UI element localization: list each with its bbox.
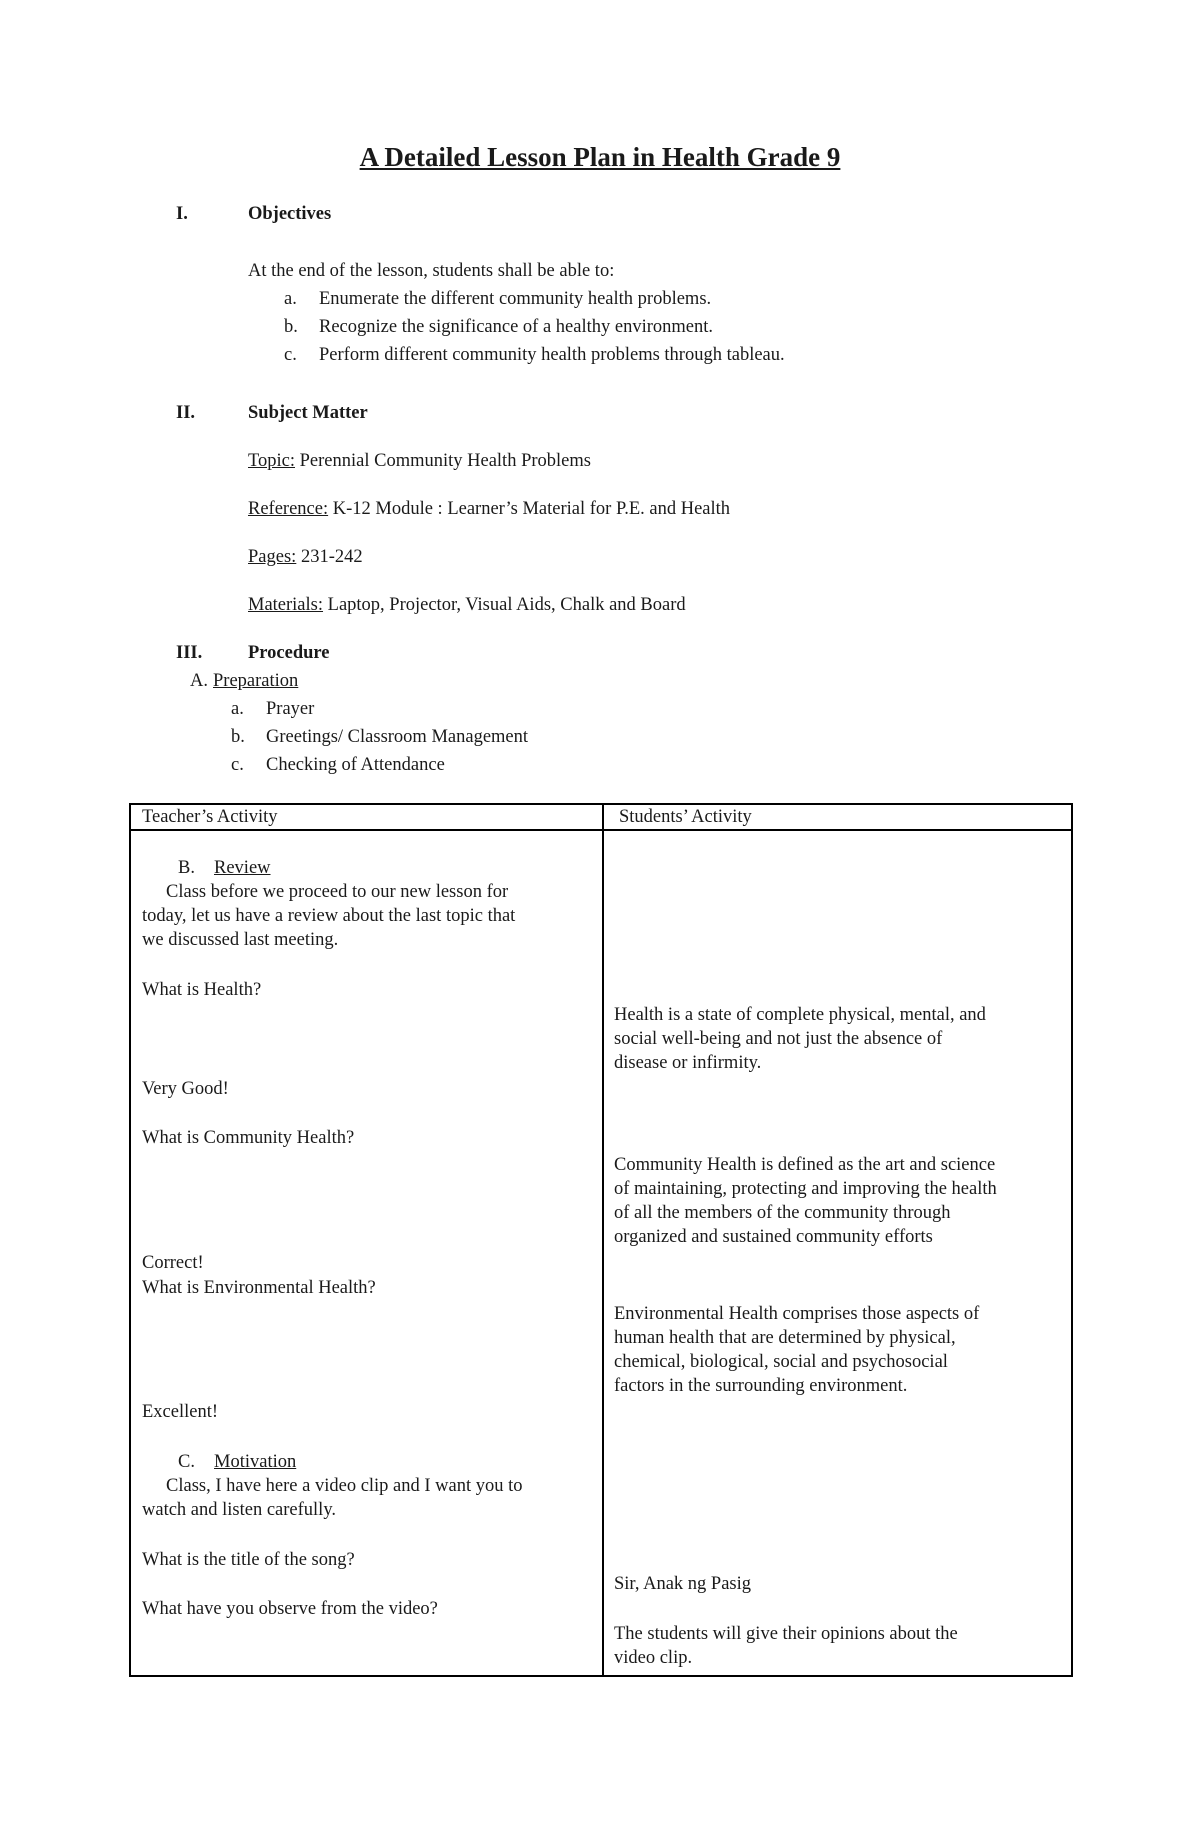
question-song-title: What is the title of the song?: [142, 1550, 355, 1570]
page-title: A Detailed Lesson Plan in Health Grade 9: [359, 142, 841, 172]
motivation-marker: C.: [178, 1452, 195, 1472]
topic-value: Perennial Community Health Problems: [299, 451, 591, 471]
objectives-numeral: I.: [176, 204, 188, 224]
review-label: Review: [214, 858, 271, 878]
motivation-intro-line-2: watch and listen carefully.: [142, 1500, 336, 1520]
teacher-activity-header: Teacher’s Activity: [142, 807, 278, 827]
answer-environmental-line-4: factors in the surrounding environment.: [614, 1376, 908, 1396]
answer-health-line-1: Health is a state of complete physical, mental, and: [614, 1005, 986, 1025]
prep-b-text: Greetings/ Classroom Management: [266, 727, 529, 747]
materials-value: Laptop, Projector, Visual Aids, Chalk and Board: [327, 595, 686, 615]
answer-environmental-line-1: Environmental Health comprises those aspects of: [614, 1304, 980, 1324]
prep-c-marker: c.: [231, 755, 244, 775]
pages-value: 231-242: [300, 547, 363, 567]
objective-c-marker: c.: [284, 345, 297, 365]
answer-community-line-2: of maintaining, protecting and improving the health: [614, 1179, 997, 1199]
question-observe-video: What have you observe from the video?: [142, 1599, 438, 1619]
review-intro-line-2: today, let us have a review about the last topic that: [142, 906, 516, 926]
answer-health-line-2: social well-being and not just the absence of: [614, 1029, 943, 1049]
objective-a-marker: a.: [284, 289, 297, 309]
reference-label: Reference:: [248, 499, 329, 519]
procedure-numeral: III.: [176, 643, 203, 663]
objectives-heading: Objectives: [248, 204, 332, 224]
prep-c-text: Checking of Attendance: [266, 755, 445, 775]
preparation-marker: A.: [190, 671, 208, 691]
materials-line: [248, 595, 686, 616]
subject-matter-heading: Subject Matter: [248, 403, 368, 423]
objective-b-marker: b.: [284, 317, 298, 337]
answer-song-title: Sir, Anak ng Pasig: [614, 1574, 751, 1594]
review-marker: B.: [178, 858, 195, 878]
motivation-intro-line-1: Class, I have here a video clip and I want you to: [166, 1476, 523, 1496]
response-excellent: Excellent!: [142, 1402, 219, 1422]
answer-community-line-1: Community Health is defined as the art and science: [614, 1155, 996, 1175]
reference-value: K-12 Module : Learner’s Material for P.E. and Health: [332, 499, 731, 519]
review-intro-line-3: we discussed last meeting.: [142, 930, 339, 950]
pages-label: Pages:: [248, 547, 297, 567]
question-community-health: What is Community Health?: [142, 1128, 355, 1148]
preparation-label: Preparation: [213, 671, 299, 691]
objective-b-text: Recognize the significance of a healthy environment.: [319, 317, 714, 337]
topic-line: [248, 451, 591, 472]
review-intro-line-1: Class before we proceed to our new lesson for: [166, 882, 509, 902]
question-health: What is Health?: [142, 980, 262, 1000]
table-column-divider: [602, 805, 604, 1675]
pages-line: [248, 547, 363, 568]
answer-community-line-4: organized and sustained community efforts: [614, 1227, 933, 1247]
answer-observe-line-2: video clip.: [614, 1648, 693, 1668]
objectives-intro: At the end of the lesson, students shall be able to:: [248, 261, 615, 281]
subject-matter-numeral: II.: [176, 403, 196, 423]
question-environmental-health: What is Environmental Health?: [142, 1278, 376, 1298]
procedure-heading: Procedure: [248, 643, 330, 663]
objective-c-text: Perform different community health problems through tableau.: [319, 345, 785, 365]
answer-community-line-3: of all the members of the community through: [614, 1203, 951, 1223]
response-very-good: Very Good!: [142, 1079, 229, 1099]
answer-environmental-line-3: chemical, biological, social and psychosocial: [614, 1352, 948, 1372]
answer-environmental-line-2: human health that are determined by physical,: [614, 1328, 956, 1348]
objective-a-text: Enumerate the different community health problems.: [319, 289, 712, 309]
students-activity-header: Students’ Activity: [619, 807, 752, 827]
topic-label: Topic:: [248, 451, 295, 471]
prep-a-text: Prayer: [266, 699, 315, 719]
reference-line: [248, 499, 730, 520]
answer-health-line-3: disease or infirmity.: [614, 1053, 762, 1073]
activity-table: [129, 803, 1073, 1677]
materials-label: Materials:: [248, 595, 324, 615]
response-correct: Correct!: [142, 1253, 204, 1273]
prep-a-marker: a.: [231, 699, 244, 719]
prep-b-marker: b.: [231, 727, 245, 747]
motivation-label: Motivation: [214, 1452, 297, 1472]
answer-observe-line-1: The students will give their opinions about the: [614, 1624, 958, 1644]
